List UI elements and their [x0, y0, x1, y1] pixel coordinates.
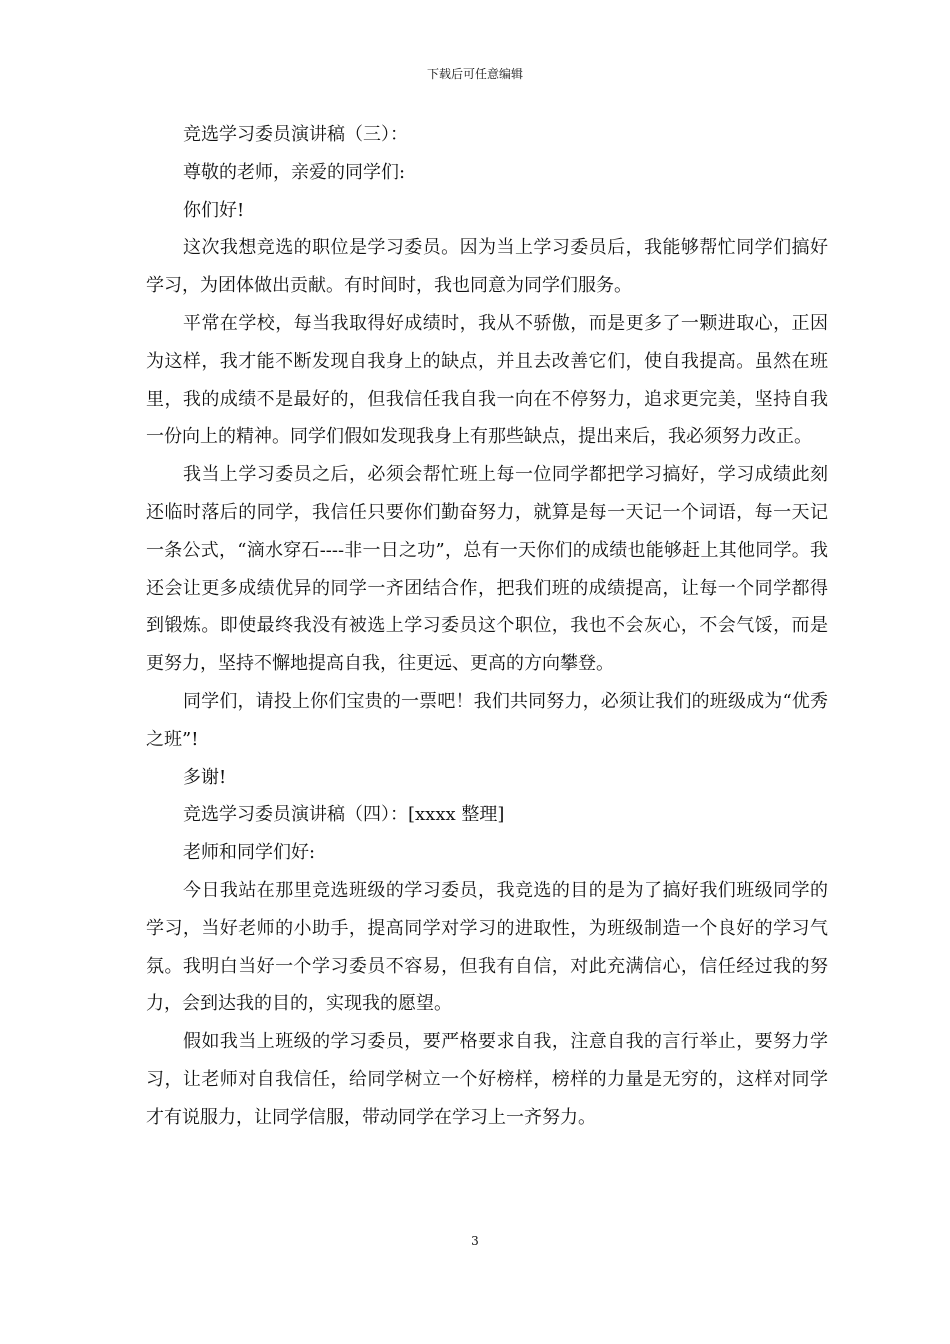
- section-heading: 竞选学习委员演讲稿（三）：: [183, 124, 408, 145]
- salutation: 老师和同学们好:: [183, 842, 316, 864]
- body-paragraph: 我当上学习委员之后，必须会帮忙班上每一位同学都把学习搞好，学习成绩此刻还临时落后的同学，我信任只要你们勤奋努力，就算是每一天记一个词语，每一天记一条公式，“滴水穿石----非一日之功”，总有一天你们的成绩也能够赶上其他同学。我还会让更多成绩优异的同学一齐团结合作，把我们班的成绩提高，让每一个同学都得到锻炼。即使最终我没有被选上学习委员这个职位，我也不会灰心，不会气馁，而是更努力，坚持不懈地提高自我，往更远、更高的方向攀登。: [146, 464, 828, 675]
- body-paragraph: 平常在学校，每当我取得好成绩时，我从不骄傲，而是更多了一颗进取心，正因为这样，我才能不断发现自我身上的缺点，并且去改善它们，使自我提高。虽然在班里，我的成绩不是最好的，但我信任我自我一向在不停努力，追求更完美，坚持自我一份向上的精神。同学们假如发现我身上有那些缺点，提出来后，我必须努力改正。: [146, 312, 828, 448]
- body-paragraph: 同学们，请投上你们宝贵的一票吧！我们共同努力，必须让我们的班级成为“优秀之班”!: [146, 690, 828, 750]
- body-paragraph: 今日我站在那里竞选班级的学习委员，我竞选的目的是为了搞好我们班级同学的学习，当好老师的小助手，提高同学对学习的进取性，为班级制造一个良好的学习气氛。我明白当好一个学习委员不容易，但我有自信，对此充满信心，信任经过我的努力，会到达我的目的，实现我的愿望。: [146, 879, 828, 1015]
- salutation: 尊敬的老师，亲爱的同学们:: [183, 161, 406, 183]
- document-body: [146, 116, 828, 1137]
- closing: 多谢!: [183, 766, 227, 788]
- page-header: 下载后可任意编辑: [426, 67, 523, 81]
- page-number: 3: [471, 1234, 479, 1248]
- body-paragraph: 假如我当上班级的学习委员，要严格要求自我，注意自我的言行举止，要努力学习，让老师对自我信任，给同学树立一个好榜样，榜样的力量是无穷的，这样对同学才有说服力，让同学信服，带动同学在学习上一齐努力。: [146, 1031, 828, 1128]
- greeting: 你们好!: [183, 199, 245, 221]
- section-heading: 竞选学习委员演讲稿（四）：[xxxx 整理]: [183, 804, 505, 826]
- body-paragraph: 这次我想竞选的职位是学习委员。因为当上学习委员后，我能够帮忙同学们搞好学习，为团体做出贡献。有时间时，我也同意为同学们服务。: [146, 237, 828, 297]
